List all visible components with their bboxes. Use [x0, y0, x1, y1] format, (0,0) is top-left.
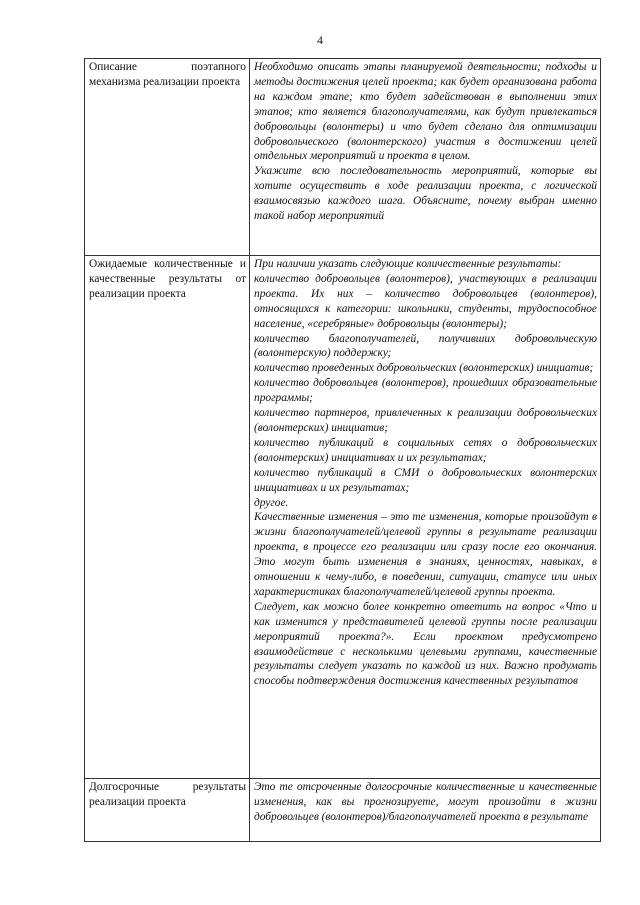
- row-label-text: Долгосрочные результаты реализации проекта: [89, 781, 246, 808]
- content-paragraph: количество добровольцев (волонтеров), прошедших образовательные программы;: [254, 377, 597, 405]
- row-label-text: Описание поэтапного механизма реализации проекта: [89, 61, 246, 88]
- table-row: [85, 59, 601, 256]
- content-paragraph: количество добровольцев (волонтеров), участвующих в реализации проекта. Их них – количество добровольцев (волонтеров), относящихся к категории: школьники, студенты, трудоспособное население, «серебряные» добровольцы (волонтеры);: [254, 272, 597, 330]
- row-label: [85, 779, 250, 842]
- content-paragraph: Укажите всю последовательность мероприятий, которые вы хотите осуществить в ходе реализации проекта, с логической взаимосвязью каждого шага. Объясните, почему выбран именно такой набор мероприятий: [254, 165, 597, 223]
- content-paragraph: другое.: [254, 496, 289, 509]
- content-paragraph: При наличии указать следующие количественные результаты:: [254, 258, 562, 270]
- row-label: [85, 59, 250, 256]
- content-paragraph: Необходимо описать этапы планируемой деятельности; подходы и методы достижения целей проекта; как будет организована работа на каждом этапе; кто будет задействован в выполнении этих этапов; кто является благополучателями, как будут привлекаться добровольцы (волонтеры) и что будет сделано для оптимизации добровольческого (волонтерского) участия в достижении целей отдельных мероприятий и проекта в целом.: [254, 61, 597, 163]
- table-row: [85, 779, 601, 842]
- content-paragraph: количество публикаций в социальных сетях о добровольческих (волонтерских) инициативах и их результатах;: [254, 436, 597, 464]
- content-paragraph: Качественные изменения – это те изменения, которые произойдут в жизни благополучателей/целевой группы в результате реализации проекта, в процессе его реализации или сразу после его окончания. Это могут быть изменения в знаниях, ценностях, навыках, в отношении к чему-либо, в поведении, ситуации, статусе или иных характеристиках благополучателей/целевой группы проекта.: [254, 511, 597, 598]
- row-content: [250, 779, 601, 842]
- page-number: 4: [317, 33, 323, 47]
- content-paragraph: Это те отсроченные долгосрочные количественные и качественные изменения, как вы прогнозируете, могут произойти в жизни добровольцев (волонтеров)/благополучателей проекта в результате: [254, 781, 597, 823]
- content-paragraph: Следует, как можно более конкретно ответить на вопрос «Что и как изменится у представителей целевой группы после реализации мероприятий проекта?». Если проектом предусмотрено взаимодействие с несколькими целевыми группами, качественные результаты следует указать по каждой из них. Важно продумать способы подтверждения достижения качественных результатов: [254, 600, 597, 688]
- project-description-table: [84, 58, 601, 842]
- content-paragraph: количество публикаций в СМИ о добровольческих волонтерских инициативах и их результатах;: [254, 466, 597, 494]
- row-label: [85, 256, 250, 779]
- table-row: [85, 256, 601, 779]
- row-content: [250, 256, 601, 779]
- row-content: [250, 59, 601, 256]
- content-paragraph: количество партнеров, привлеченных к реализации добровольческих (волонтерских) инициатив;: [254, 407, 597, 434]
- content-paragraph: количество благополучателей, получивших добровольческую (волонтерскую) поддержку;: [254, 332, 597, 360]
- content-paragraph: количество проведенных добровольческих (волонтерских) инициатив;: [254, 362, 594, 375]
- row-label-text: Ожидаемые количественные и качественные результаты от реализации проекта: [89, 258, 246, 300]
